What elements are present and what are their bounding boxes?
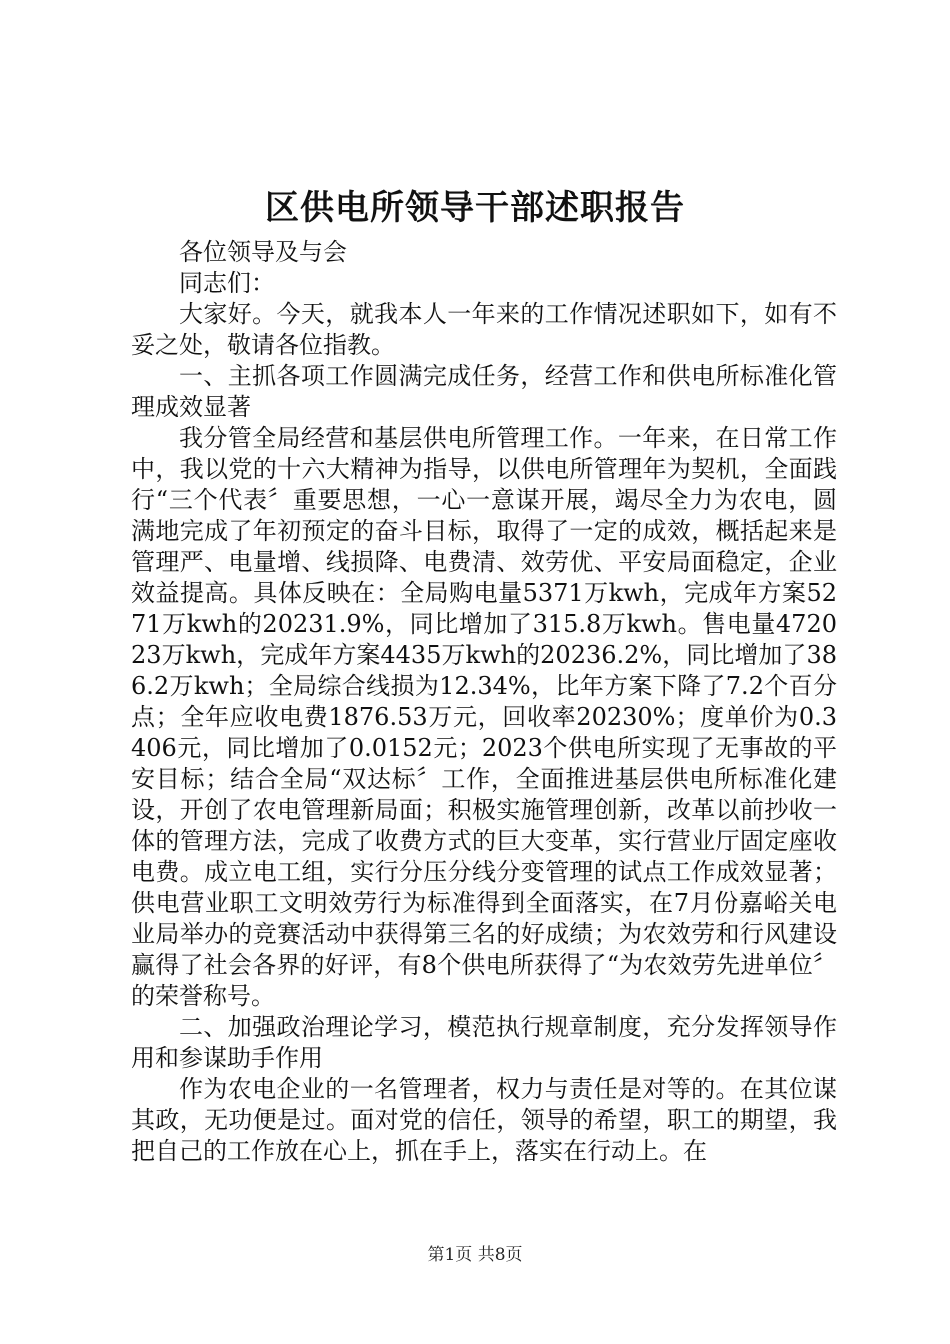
salutation-line-2: 同志们： bbox=[179, 269, 275, 297]
opening-paragraph: 大家好。今天，就我本人一年来的工作情况述职如下，如有不妥之处，敬请各位指教。 bbox=[131, 300, 837, 359]
document-title: 区供电所领导干部述职报告 bbox=[265, 188, 685, 228]
body-paragraph-1: 我分管全局经营和基层供电所管理工作。一年来，在日常工作中，我以党的十六大精神为指导，以供电所管理年为契机，全面践行“三个代表〞重要思想，一心一意谋开展，竭尽全力为农电，圆满地完成了年初预定的奋斗目标，取得了一定的成效，概括起来是管理严、电量增、线损降、电费清、效劳优、平安局面稳定，企业效益提高。具体反映在：全局购电量5371万kwh，完成年方案5271万kwh的20231.9%，同比增加了315.8万kwh。售电量472023万kwh，完成年方案4435万kwh的20236.2%，同比增加了386.2万kwh；全局综合线损为12.34%，比年方案下降了7.2个百分点；全年应收电费1876.53万元，回收率20230%；度单价为0.3406元，同比增加了0.0152元；2023个供电所实现了无事故的平安目标；结合全局“双达标〞工作，全面推进基层供电所标准化建设，开创了农电管理新局面；积极实施管理创新，改革以前抄收一体的管理方法，完成了收费方式的巨大变革，实行营业厅固定座收电费。成立电工组，实行分压分线分变管理的试点工作成效显著；供电营业职工文明效劳行为标准得到全面落实，在7月份嘉峪关电业局举办的竞赛活动中获得第三名的好成绩；为农效劳和行风建设赢得了社会各界的好评，有8个供电所获得了“为农效劳先进单位〞的荣誉称号。 bbox=[131, 424, 837, 1010]
section-heading-1: 一、主抓各项工作圆满完成任务，经营工作和供电所标准化管理成效显著 bbox=[131, 362, 837, 421]
page-number: 第1页 共8页 bbox=[427, 1245, 523, 1265]
body-paragraph-2: 作为农电企业的一名管理者，权力与责任是对等的。在其位谋其政，无功便是过。面对党的信任，领导的希望，职工的期望，我把自己的工作放在心上，抓在手上，落实在行动上。在 bbox=[131, 1075, 837, 1165]
salutation-line-1: 各位领导及与会 bbox=[179, 238, 347, 266]
section-heading-2: 二、加强政治理论学习，模范执行规章制度，充分发挥领导作用和参谋助手作用 bbox=[131, 1013, 837, 1072]
document-body bbox=[131, 237, 837, 1167]
